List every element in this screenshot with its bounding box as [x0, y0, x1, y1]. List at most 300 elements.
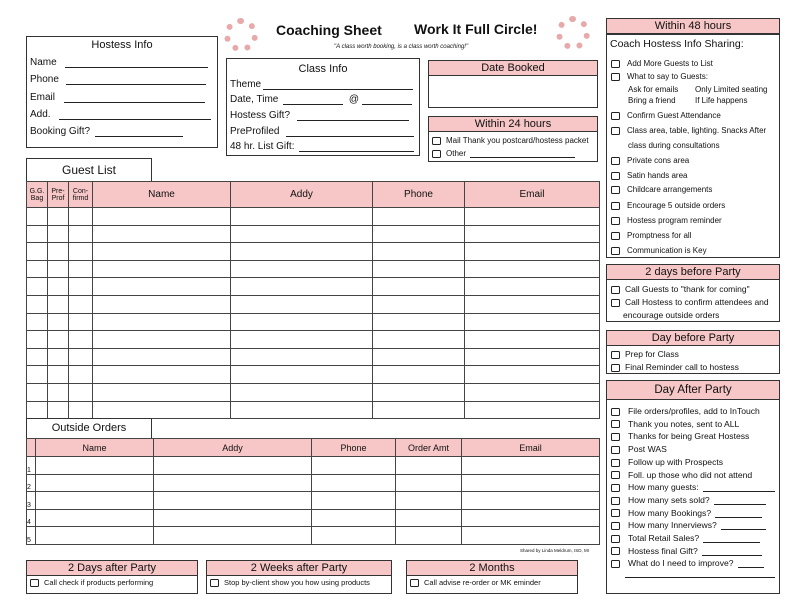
hostess-gift-label: Hostess Gift? [230, 110, 291, 121]
order-row-number: 2 [27, 474, 36, 492]
outside-orders-tab [26, 418, 152, 440]
guest-cell[interactable] [373, 313, 465, 331]
guest-cell[interactable] [69, 401, 93, 419]
hostess-gift-field[interactable] [297, 120, 409, 121]
within-48-checkbox[interactable] [611, 186, 620, 194]
guest-cell[interactable] [27, 383, 48, 401]
at-symbol: @ [348, 94, 360, 105]
day-after-label: Foll. up those who did not attend [628, 469, 753, 480]
list-gift-field[interactable] [299, 151, 414, 152]
day-after-answer-field[interactable] [715, 517, 762, 518]
guest-cell[interactable] [69, 260, 93, 278]
guest-cell[interactable] [48, 313, 69, 331]
preprofiled-field[interactable] [286, 136, 414, 137]
hostess-name-field[interactable] [65, 67, 208, 68]
order-cell[interactable] [462, 474, 600, 492]
guest-cell[interactable] [465, 278, 600, 296]
guest-cell[interactable] [373, 331, 465, 349]
col-pre-prof: Pre-Prof [48, 182, 69, 208]
order-row [27, 509, 600, 527]
within-48-item [611, 126, 766, 135]
time-field[interactable] [362, 104, 412, 105]
within-48-checkbox[interactable] [611, 112, 620, 120]
guest-cell[interactable] [465, 225, 600, 243]
guest-cell[interactable] [231, 348, 373, 366]
guest-cell[interactable] [93, 401, 231, 419]
guest-cell[interactable] [373, 366, 465, 384]
day-after-label: Total Retail Sales? [628, 533, 700, 543]
day-after-label: How many Innerviews? [628, 520, 717, 531]
order-cell[interactable] [36, 492, 154, 510]
outside-orders-title: Outside Orders [51, 422, 127, 434]
day-after-item [611, 495, 766, 505]
within-48-checkbox[interactable] [611, 172, 620, 180]
guest-cell[interactable] [373, 348, 465, 366]
order-row-number: 5 [27, 527, 36, 545]
day-after-answer-field[interactable] [703, 491, 775, 492]
within-48-label: Promptness for all [627, 231, 692, 240]
guest-cell[interactable] [373, 383, 465, 401]
within-48-checkbox[interactable] [611, 202, 620, 210]
guest-cell[interactable] [465, 313, 600, 331]
guest-cell[interactable] [465, 295, 600, 313]
day-after-answer-field[interactable] [721, 529, 766, 530]
guest-list-title: Guest List [61, 163, 117, 177]
two-months-label: Call advise re-order or MK eminder [424, 578, 541, 587]
col-name: Name [93, 182, 231, 208]
order-cell[interactable] [154, 492, 312, 510]
within-48-checkbox[interactable] [611, 247, 620, 255]
page-title: Coaching Sheet [276, 22, 382, 38]
guest-cell[interactable] [93, 208, 231, 226]
day-after-checkbox[interactable] [611, 433, 620, 441]
two-weeks-after-box [206, 560, 392, 594]
guest-cell[interactable] [231, 295, 373, 313]
guest-row [27, 278, 600, 296]
within-48-item [611, 231, 691, 240]
col-gg-bag: G.G. Bag [27, 182, 48, 208]
guest-cell[interactable] [93, 243, 231, 261]
day-after-item [611, 508, 762, 518]
guest-cell[interactable] [69, 348, 93, 366]
guest-cell[interactable] [48, 260, 69, 278]
guest-cell[interactable] [48, 295, 69, 313]
two-days-before-box [606, 264, 780, 322]
within-48-label: Satin hands area [627, 171, 688, 180]
two-days-after-label: Call check if products performing [44, 578, 154, 587]
guest-row [27, 208, 600, 226]
guest-row [27, 243, 600, 261]
two-days-after-title: 2 Days after Party [27, 561, 197, 576]
oo-col-phone: Phone [312, 439, 396, 457]
guest-cell[interactable] [48, 331, 69, 349]
call-hostess-checkbox[interactable] [611, 299, 620, 307]
within-48-item [611, 59, 713, 68]
within-48-checkbox[interactable] [611, 157, 620, 165]
guest-cell[interactable] [48, 401, 69, 419]
day-after-checkbox[interactable] [611, 446, 620, 454]
within-48-label: Confirm Guest Attendance [627, 111, 721, 120]
final-reminder-checkbox[interactable] [611, 364, 620, 372]
day-after-checkbox[interactable] [611, 408, 620, 416]
day-after-label: What do I need to improve? [628, 558, 734, 569]
order-row-number: 3 [27, 492, 36, 510]
within-48-label: Private cons area [627, 156, 690, 165]
final-reminder-label: Final Reminder call to hostess [625, 362, 739, 372]
order-cell[interactable] [36, 509, 154, 527]
date-booked-title: Date Booked [429, 61, 597, 76]
guest-cell[interactable] [27, 208, 48, 226]
date-time-label: Date, Time [230, 94, 279, 105]
day-after-checkbox[interactable] [611, 459, 620, 467]
list-gift-label: 48 hr. List Gift: [230, 141, 295, 152]
day-after-checkbox[interactable] [611, 560, 620, 568]
col-addy: Addy [231, 182, 373, 208]
hostess-email-field[interactable] [64, 102, 205, 103]
class-info-box [226, 58, 420, 156]
within-48-item [611, 185, 712, 194]
day-after-item [611, 431, 749, 441]
say-tip: If Life happens [695, 96, 748, 105]
guest-list-tab [26, 158, 152, 182]
guest-cell[interactable] [93, 278, 231, 296]
day-after-checkbox[interactable] [611, 497, 620, 505]
prep-class-label: Prep for Class [625, 349, 679, 359]
order-cell[interactable] [36, 527, 154, 545]
other-label: Other [446, 149, 467, 158]
order-cell[interactable] [462, 457, 600, 475]
say-tip: Ask for emails [628, 85, 679, 94]
guest-cell[interactable] [231, 208, 373, 226]
guest-cell[interactable] [373, 225, 465, 243]
other-field[interactable] [470, 157, 575, 158]
guest-cell[interactable] [465, 243, 600, 261]
call-hostess-label: Call Hostess to confirm attendees and [625, 297, 769, 307]
guest-cell[interactable] [93, 366, 231, 384]
guest-cell[interactable] [231, 383, 373, 401]
guest-cell[interactable] [69, 243, 93, 261]
two-months-checkbox[interactable] [410, 579, 419, 587]
day-after-item [611, 406, 760, 416]
day-before-box [606, 330, 780, 374]
two-weeks-after-label: Stop by-client show you how using products [224, 578, 370, 587]
order-cell[interactable] [312, 509, 396, 527]
guest-cell[interactable] [27, 260, 48, 278]
preprofiled-label: PreProfiled [230, 126, 280, 137]
within-48-item [611, 171, 688, 180]
day-after-item [611, 546, 762, 556]
tagline: "A class worth booking, is a class worth coaching!" [334, 44, 469, 50]
two-weeks-after-checkbox[interactable] [210, 579, 219, 587]
order-cell[interactable] [396, 492, 462, 510]
guest-cell[interactable] [231, 278, 373, 296]
prep-class-checkbox[interactable] [611, 351, 620, 359]
class-area-continuation: class during consultations [628, 141, 720, 150]
day-after-item [611, 520, 766, 530]
day-after-box [606, 380, 780, 594]
guest-cell[interactable] [69, 225, 93, 243]
day-after-item [611, 457, 723, 467]
theme-label: Theme [230, 79, 262, 90]
within-48-title: Within 48 hours [606, 18, 780, 34]
guest-cell[interactable] [373, 401, 465, 419]
guest-cell[interactable] [69, 331, 93, 349]
guest-cell[interactable] [27, 401, 48, 419]
day-after-item [611, 558, 764, 568]
circle-ornament-left [224, 18, 258, 52]
guest-cell[interactable] [93, 295, 231, 313]
order-cell[interactable] [154, 457, 312, 475]
two-months-title: 2 Months [407, 561, 577, 576]
hostess-name-label: Name [30, 57, 57, 68]
guest-row [27, 348, 600, 366]
two-days-before-title: 2 days before Party [607, 265, 779, 280]
day-after-label: How many sets sold? [628, 494, 710, 505]
within-48-item [611, 201, 725, 210]
guest-cell[interactable] [231, 243, 373, 261]
mail-thankyou-checkbox[interactable] [432, 137, 441, 145]
guest-cell[interactable] [465, 366, 600, 384]
day-after-item [611, 470, 752, 480]
guest-cell[interactable] [69, 313, 93, 331]
two-weeks-after-title: 2 Weeks after Party [207, 561, 391, 576]
guest-row [27, 313, 600, 331]
within-48-checkbox[interactable] [611, 127, 620, 135]
hostess-phone-label: Phone [30, 74, 59, 85]
day-after-checkbox[interactable] [611, 420, 620, 428]
say-tip: Bring a friend [628, 96, 676, 105]
say-tip: Only Limited seating [695, 85, 768, 94]
day-after-checkbox[interactable] [611, 535, 620, 543]
guest-cell[interactable] [465, 331, 600, 349]
within-48-label: What to say to Guests: [627, 72, 708, 81]
within-48-checkbox[interactable] [611, 217, 620, 225]
hostess-address-label: Add. [30, 109, 51, 120]
within-48-label: Hostess program reminder [627, 216, 722, 225]
guest-cell[interactable] [373, 243, 465, 261]
within-48-checkbox[interactable] [611, 73, 620, 81]
within-48-item [611, 156, 689, 165]
day-after-item [611, 419, 739, 429]
guest-cell[interactable] [93, 383, 231, 401]
guest-cell[interactable] [69, 366, 93, 384]
order-cell[interactable] [396, 474, 462, 492]
guest-cell[interactable] [93, 331, 231, 349]
guest-cell[interactable] [373, 278, 465, 296]
guest-cell[interactable] [27, 313, 48, 331]
class-info-title: Class Info [298, 63, 348, 75]
day-after-label: How many Bookings? [628, 507, 712, 518]
guest-cell[interactable] [465, 208, 600, 226]
hostess-address-field[interactable] [59, 119, 211, 120]
guest-cell[interactable] [27, 348, 48, 366]
within-48-item [611, 72, 708, 81]
within-48-subtitle: Coach Hostess Info Sharing: [610, 38, 744, 50]
order-row [27, 457, 600, 475]
guest-cell[interactable] [231, 225, 373, 243]
guest-cell[interactable] [465, 383, 600, 401]
guest-cell[interactable] [93, 260, 231, 278]
day-after-checkbox[interactable] [611, 522, 620, 530]
guest-cell[interactable] [27, 331, 48, 349]
order-cell[interactable] [462, 492, 600, 510]
order-cell[interactable] [312, 457, 396, 475]
guest-cell[interactable] [27, 243, 48, 261]
slogan: Work It Full Circle! [414, 21, 538, 37]
order-row [27, 492, 600, 510]
day-after-checkbox[interactable] [611, 509, 620, 517]
order-cell[interactable] [462, 527, 600, 545]
guest-cell[interactable] [231, 331, 373, 349]
guest-cell[interactable] [231, 313, 373, 331]
day-after-item [611, 482, 775, 492]
guest-cell[interactable] [48, 278, 69, 296]
within-48-item [611, 246, 707, 255]
order-row-number: 1 [27, 457, 36, 475]
guest-row [27, 383, 600, 401]
within-48-checkbox[interactable] [611, 60, 620, 68]
order-cell[interactable] [312, 527, 396, 545]
day-after-label: Post WAS [628, 444, 667, 455]
order-cell[interactable] [36, 457, 154, 475]
order-cell[interactable] [396, 457, 462, 475]
order-cell[interactable] [396, 509, 462, 527]
other-checkbox[interactable] [432, 150, 441, 158]
guest-list-table [26, 181, 600, 419]
day-after-item [611, 533, 760, 543]
date-booked-field[interactable] [429, 76, 597, 106]
circle-ornament-right [556, 16, 590, 50]
order-cell[interactable] [312, 474, 396, 492]
within-48-label: Class area, table, lighting. Snacks After [627, 126, 767, 135]
two-days-after-checkbox[interactable] [30, 579, 39, 587]
call-hostess-continuation: encourage outside orders [623, 310, 720, 320]
within-48-label: Encourage 5 outside orders [627, 201, 726, 210]
guest-cell[interactable] [465, 348, 600, 366]
booking-gift-field[interactable] [95, 136, 183, 137]
within-48-item [611, 216, 722, 225]
order-cell[interactable] [36, 474, 154, 492]
date-field[interactable] [283, 104, 343, 105]
two-months-box [406, 560, 578, 594]
order-row [27, 527, 600, 545]
oo-col-email: Email [462, 439, 600, 457]
guest-cell[interactable] [48, 366, 69, 384]
hostess-info-box [26, 36, 218, 148]
col-confirmed: Con-firmd [69, 182, 93, 208]
guest-cell[interactable] [373, 260, 465, 278]
day-after-label: File orders/profiles, add to InTouch [628, 406, 760, 416]
credit-line: Shared by Linda Meldrum, ISD, MI [520, 548, 590, 553]
guest-cell[interactable] [27, 295, 48, 313]
order-cell[interactable] [312, 492, 396, 510]
guest-row [27, 225, 600, 243]
guest-cell[interactable] [69, 383, 93, 401]
oo-col-name: Name [36, 439, 154, 457]
day-after-answer-field[interactable] [703, 542, 760, 543]
guest-cell[interactable] [231, 366, 373, 384]
guest-cell[interactable] [69, 278, 93, 296]
guest-cell[interactable] [27, 225, 48, 243]
guest-cell[interactable] [48, 243, 69, 261]
guest-cell[interactable] [373, 295, 465, 313]
hostess-phone-field[interactable] [66, 84, 206, 85]
guest-cell[interactable] [465, 401, 600, 419]
call-guests-label: Call Guests to "thank for coming" [625, 284, 750, 294]
hostess-email-label: Email [30, 92, 56, 103]
day-after-checkbox[interactable] [611, 547, 620, 555]
guest-cell[interactable] [93, 225, 231, 243]
guest-row [27, 331, 600, 349]
col-phone: Phone [373, 182, 465, 208]
day-after-label: Follow up with Prospects [628, 456, 724, 467]
guest-cell[interactable] [48, 348, 69, 366]
day-after-label: Thank you notes, sent to ALL [628, 418, 740, 429]
within-48-checkbox[interactable] [611, 232, 620, 240]
call-guests-checkbox[interactable] [611, 286, 620, 294]
guest-cell[interactable] [48, 383, 69, 401]
within-24-box [428, 116, 598, 162]
day-after-checkbox[interactable] [611, 484, 620, 492]
within-48-label: Childcare arrangements [627, 185, 713, 194]
guest-row [27, 401, 600, 419]
day-after-label: Thanks for being Great Hostess [628, 431, 750, 442]
guest-cell[interactable] [69, 208, 93, 226]
day-before-title: Day before Party [607, 331, 779, 346]
guest-cell[interactable] [27, 366, 48, 384]
order-row [27, 474, 600, 492]
oo-col-number [27, 439, 36, 457]
guest-cell[interactable] [373, 208, 465, 226]
two-days-after-box [26, 560, 198, 594]
order-cell[interactable] [154, 474, 312, 492]
day-after-answer-field[interactable] [702, 555, 762, 556]
day-after-checkbox[interactable] [611, 471, 620, 479]
hostess-info-title: Hostess Info [91, 39, 153, 51]
within-48-box [606, 34, 780, 258]
guest-cell[interactable] [231, 401, 373, 419]
guest-cell[interactable] [27, 278, 48, 296]
day-after-label: How many guests: [628, 482, 699, 493]
order-cell[interactable] [396, 527, 462, 545]
guest-cell[interactable] [93, 348, 231, 366]
day-after-label: Hostess final Gift? [628, 545, 698, 556]
guest-cell[interactable] [48, 225, 69, 243]
guest-cell[interactable] [69, 295, 93, 313]
guest-cell[interactable] [93, 313, 231, 331]
oo-col-order-amt: Order Amt [396, 439, 462, 457]
order-cell[interactable] [154, 509, 312, 527]
guest-cell[interactable] [231, 260, 373, 278]
guest-row [27, 366, 600, 384]
outside-orders-table [26, 438, 600, 545]
guest-cell[interactable] [465, 260, 600, 278]
within-24-title: Within 24 hours [429, 117, 597, 132]
order-cell[interactable] [154, 527, 312, 545]
col-email: Email [465, 182, 600, 208]
day-after-item [611, 444, 667, 454]
order-row-number: 4 [27, 509, 36, 527]
day-after-answer-field[interactable] [738, 567, 764, 568]
within-48-label: Communication is Key [627, 246, 707, 255]
guest-cell[interactable] [48, 208, 69, 226]
theme-field[interactable] [263, 89, 413, 90]
booking-gift-label: Booking Gift? [30, 126, 91, 137]
guest-row [27, 295, 600, 313]
order-cell[interactable] [462, 509, 600, 527]
day-after-answer-field[interactable] [714, 504, 766, 505]
improve-answer-field[interactable] [625, 577, 775, 578]
